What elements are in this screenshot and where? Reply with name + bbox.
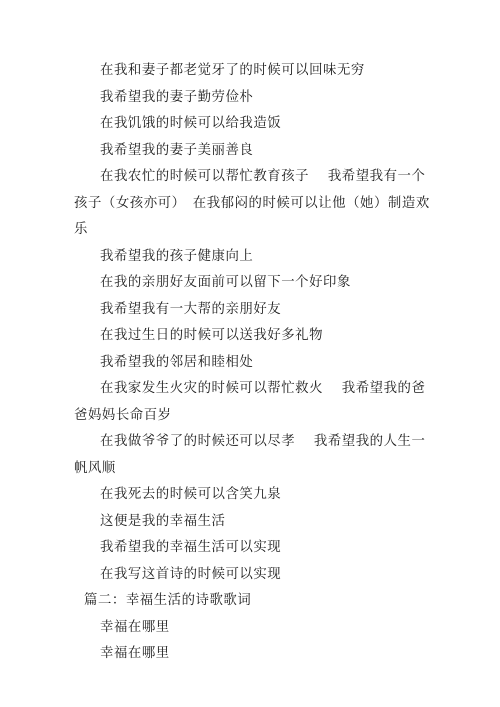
poem-line: 我希望我的邻居和睦相处 (100, 354, 254, 370)
poem-line: 在我的亲朋好友面前可以留下一个好印象 (100, 275, 351, 290)
poem-line: 我希望我有一大帮的亲朋好友 (100, 301, 282, 317)
poem-line: 幸福在哪里 (100, 619, 170, 635)
section-heading: 篇二：幸福生活的诗歌歌词 (84, 593, 252, 608)
poem-line: 在我死去的时候可以含笑九泉 (100, 487, 282, 502)
poem-line: 在我农忙的时候可以帮忙教育孩子 我希望我有一个孩子（女孩亦可） 在我郁闷的时候可以让他（她）制造欢乐 (74, 169, 430, 237)
poem-line: 我希望我的孩子健康向上 (100, 248, 254, 264)
document-body (74, 58, 430, 668)
poem-line: 我希望我的幸福生活可以实现 (100, 540, 282, 555)
poem-line: 在我做爷爷了的时候还可以尽孝 我希望我的人生一帆风顺 (74, 434, 426, 476)
poem-line: 在我饥饿的时候可以给我造饭 (100, 116, 282, 131)
poem-line: 在我过生日的时候可以送我好多礼物 (100, 328, 324, 343)
poem-line: 在我家发生火灾的时候可以帮忙救火 我希望我的爸爸妈妈长命百岁 (74, 381, 426, 423)
poem-line: 在我写这首诗的时候可以实现 (100, 566, 282, 582)
poem-line: 幸福在哪里 (100, 646, 170, 661)
poem-line: 这便是我的幸福生活 (100, 513, 226, 529)
poem-line: 我希望我的妻子美丽善良 (100, 142, 254, 158)
poem-line: 我希望我的妻子勤劳俭朴 (100, 89, 254, 105)
poem-line: 在我和妻子都老觉牙了的时候可以回味无穷 (100, 63, 365, 78)
